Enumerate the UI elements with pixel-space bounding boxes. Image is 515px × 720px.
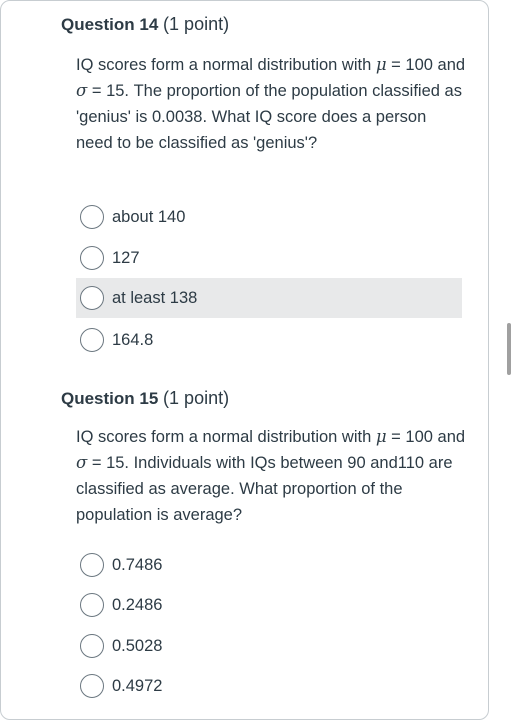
- q14-option-1[interactable]: [76, 197, 462, 237]
- radio-button[interactable]: [80, 205, 104, 229]
- question-points: (1 point): [163, 14, 230, 34]
- option-label: 0.5028: [112, 636, 163, 655]
- sigma-symbol: σ: [76, 453, 88, 472]
- question-points: (1 point): [163, 388, 230, 408]
- scrollbar-thumb[interactable]: [507, 323, 511, 375]
- option-label: 164.8: [112, 330, 154, 349]
- option-label: at least 138: [112, 288, 198, 307]
- question-number: Question 15: [61, 389, 159, 408]
- option-label: 0.2486: [112, 595, 163, 614]
- radio-button[interactable]: [80, 553, 104, 577]
- q14-option-2[interactable]: [76, 238, 462, 278]
- sigma-symbol: σ: [76, 81, 88, 100]
- question-14-title: [61, 14, 229, 35]
- option-label: 127: [112, 248, 140, 267]
- radio-button[interactable]: [80, 634, 104, 658]
- radio-button[interactable]: [80, 328, 104, 352]
- page-edge: [490, 0, 515, 700]
- radio-button[interactable]: [80, 593, 104, 617]
- option-label: 0.7486: [112, 555, 163, 574]
- radio-button[interactable]: [80, 674, 104, 698]
- question-15-title: [61, 388, 229, 409]
- option-label: about 140: [112, 207, 186, 226]
- question-number: Question 14: [61, 15, 159, 34]
- mu-symbol: μ: [375, 427, 387, 446]
- option-label: 0.4972: [112, 676, 163, 695]
- q15-option-4[interactable]: [76, 666, 462, 706]
- question-14-text: IQ scores form a normal distribution with μ = 100 and σ = 15. The proportion of the population classified as 'genius' is 0.0038. What IQ score does a person need to be classified as 'genius'?: [76, 55, 466, 152]
- q15-option-2[interactable]: [76, 585, 462, 625]
- q14-option-4[interactable]: [76, 320, 462, 360]
- q15-option-1[interactable]: [76, 545, 462, 585]
- q14-option-3[interactable]: [76, 278, 462, 318]
- question-15-text: IQ scores form a normal distribution with μ = 100 and σ = 15. Individuals with IQs between 90 and110 are classified as average. What proportion of the population is average?: [76, 427, 466, 524]
- radio-button[interactable]: [80, 246, 104, 270]
- radio-button[interactable]: [80, 286, 104, 310]
- q15-option-3[interactable]: [76, 626, 462, 666]
- mu-symbol: μ: [375, 55, 387, 74]
